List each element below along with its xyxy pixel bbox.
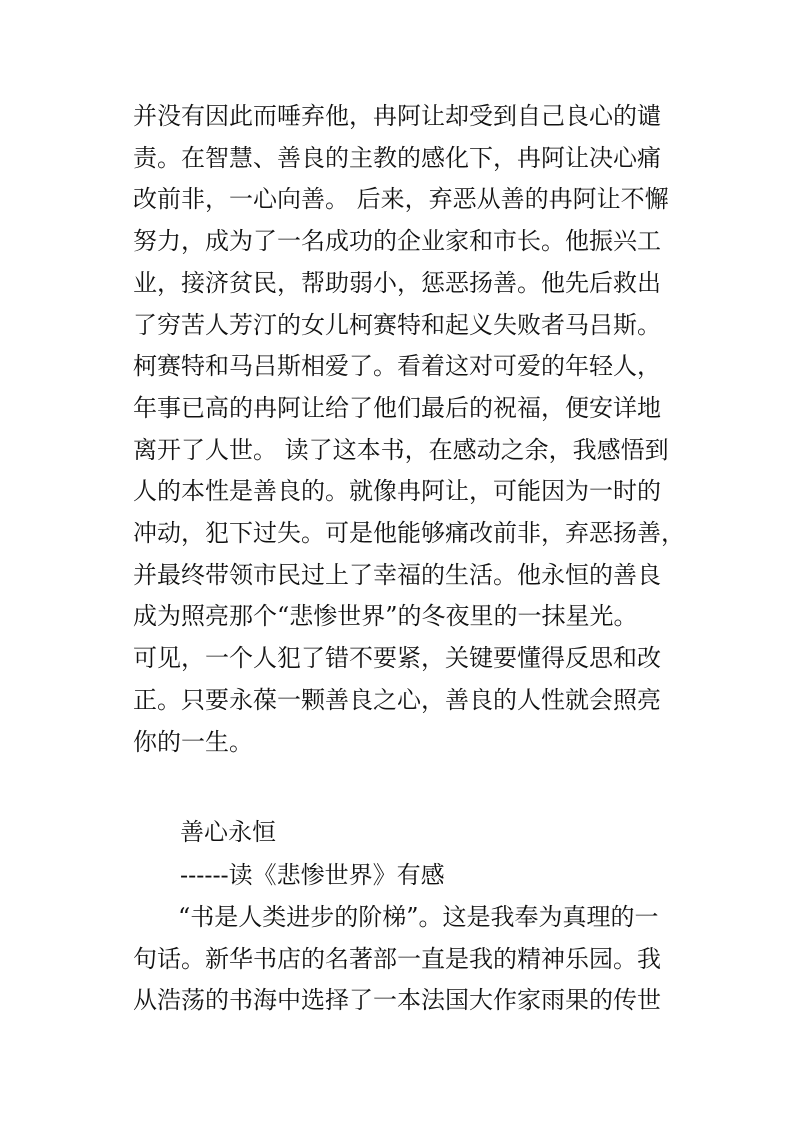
paragraph-line: 责。在智慧、善良的主教的感化下，冉阿让决心痛 [133, 144, 661, 172]
paragraph-line: 并没有因此而唾弃他，冉阿让却受到自己良心的谴 [133, 102, 661, 130]
paragraph-line: 努力，成为了一名成功的企业家和市长。他振兴工 [133, 227, 661, 255]
paragraph-line: 年事已高的冉阿让给了他们最后的祝福，便安详地 [133, 394, 661, 422]
paragraph-line: 了穷苦人芳汀的女儿柯赛特和起义失败者马吕斯。 [133, 311, 661, 339]
paragraph-line: 改前非，一心向善。 后来，弃恶从善的冉阿让不懈 [133, 185, 669, 213]
essay-line: 句话。新华书店的名著部一直是我的精神乐园。我 [133, 945, 661, 973]
paragraph-line: 正。只要永葆一颗善良之心，善良的人性就会照亮 [133, 686, 661, 714]
paragraph-line: 业，接济贫民，帮助弱小，惩恶扬善。他先后救出 [133, 269, 661, 297]
essay-subtitle: ------读《悲惨世界》有感 [180, 861, 445, 889]
paragraph-line: 离开了人世。 读了这本书，在感动之余，我感悟到 [133, 436, 669, 464]
paragraph-line: 可见，一个人犯了错不要紧，关键要懂得反思和改 [133, 644, 661, 672]
paragraph-line: 冲动，犯下过失。可是他能够痛改前非，弃恶扬善， [133, 519, 685, 547]
paragraph-line: 柯赛特和马吕斯相爱了。看着这对可爱的年轻人， [133, 352, 661, 380]
paragraph-line: 你的一生。 [133, 728, 253, 756]
paragraph-line: 并最终带领市民过上了幸福的生活。他永恒的善良 [133, 561, 661, 589]
essay-line: 从浩荡的书海中选择了一本法国大作家雨果的传世 [133, 986, 661, 1014]
paragraph-line: 成为照亮那个“悲惨世界”的冬夜里的一抹星光。 [133, 602, 638, 630]
paragraph-line: 人的本性是善良的。就像冉阿让，可能因为一时的 [133, 477, 661, 505]
essay-line: “书是人类进步的阶梯”。这是我奉为真理的一 [178, 903, 659, 931]
essay-title: 善心永恒 [180, 818, 276, 846]
